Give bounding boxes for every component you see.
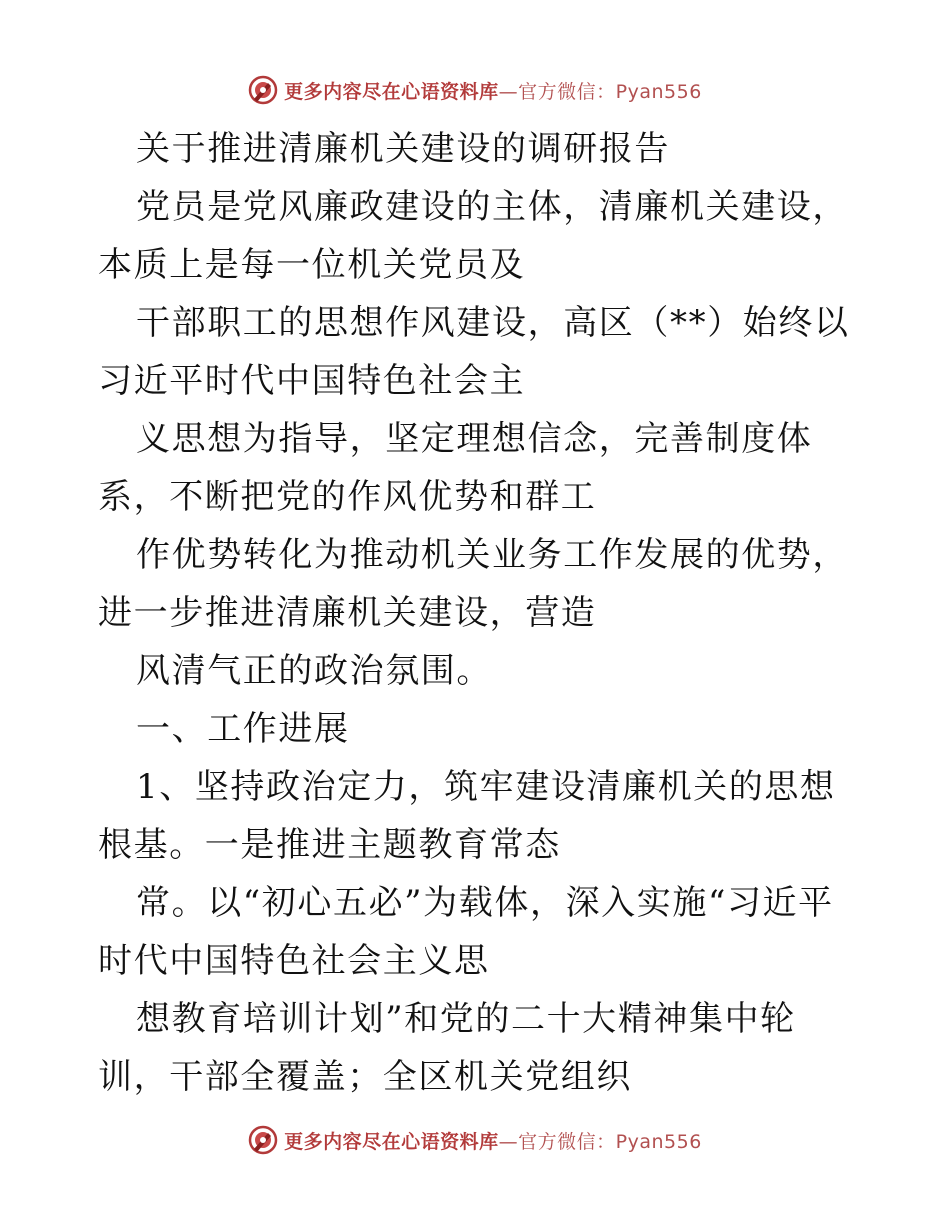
paragraph: 常。以“初心五必”为载体，深入实施“习近平时代中国特色社会主义思: [98, 883, 834, 981]
header-banner: [0, 70, 950, 110]
paragraph: 风清气正的政治氛围。: [136, 651, 492, 691]
header-banner-text: 更多内容尽在心语资料库—官方微信：Pyan556: [284, 80, 702, 103]
document-title: 关于推进清廉机关建设的调研报告: [136, 129, 670, 169]
paragraph: 1、坚持政治定力，筑牢建设清廉机关的思想根基。一是推进主题教育常态: [98, 767, 836, 865]
paragraph: 作优势转化为推动机关业务工作发展的优势，进一步推进清廉机关建设，营造: [98, 535, 848, 633]
paragraph: 义思想为指导，坚定理想信念，完善制度体系，不断把党的作风优势和群工: [98, 419, 813, 517]
paragraph: 党员是党风廉政建设的主体，清廉机关建设，本质上是每一位机关党员及: [98, 187, 848, 285]
pen-logo-icon: [248, 1125, 278, 1155]
footer-banner: [0, 1120, 950, 1160]
section-heading: 一、工作进展: [136, 709, 350, 749]
paragraph: 想教育培训计划”和党的二十大精神集中轮训，干部全覆盖；全区机关党组织: [98, 999, 796, 1097]
pen-logo-icon: [248, 75, 278, 105]
document-body: [98, 120, 858, 1106]
footer-banner-text: 更多内容尽在心语资料库—官方微信：Pyan556: [284, 1130, 702, 1153]
paragraph: 干部职工的思想作风建设，高区（**）始终以习近平时代中国特色社会主: [98, 303, 850, 401]
